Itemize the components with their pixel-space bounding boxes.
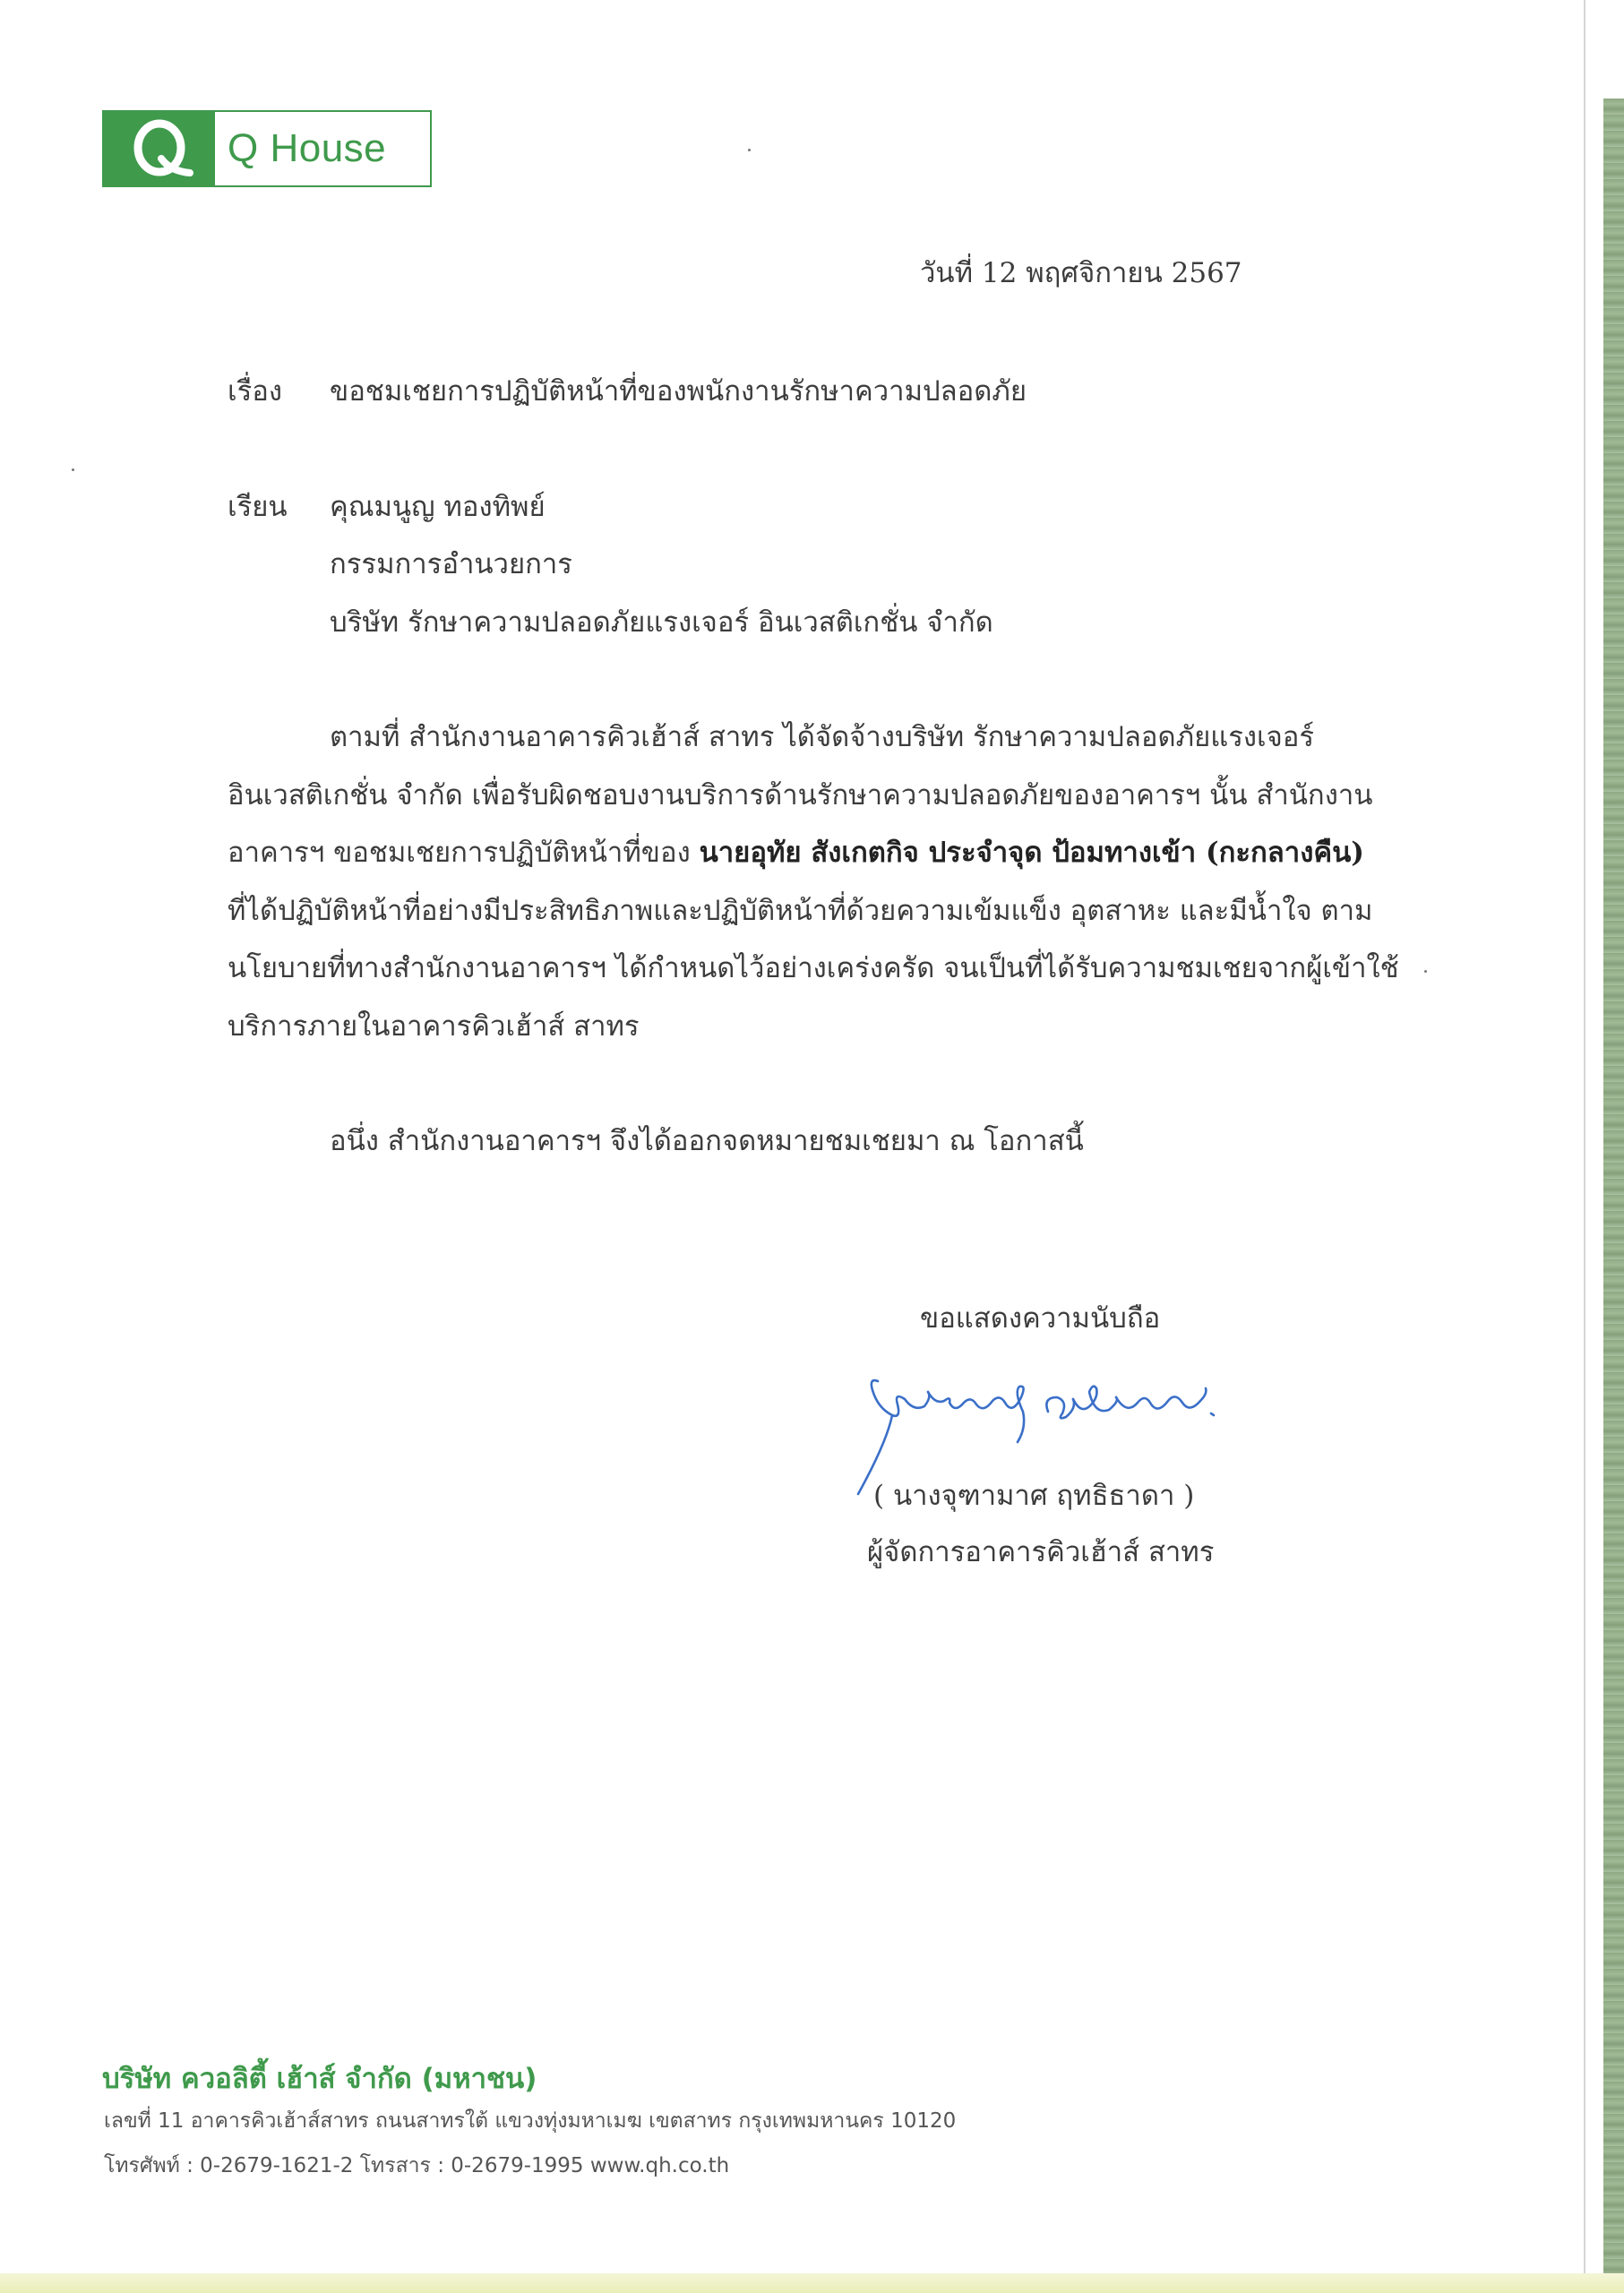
scan-edge-bottom <box>0 2273 1624 2293</box>
recipient-position: กรรมการอำนวยการ <box>330 548 572 580</box>
recipient-name: คุณมนูญ ทองทิพย์ <box>330 491 546 523</box>
signer-name: ( นางจุฑามาศ ฤทธิธาดา ) <box>873 1480 1195 1512</box>
scan-speck <box>1424 970 1427 973</box>
body-line: บริการภายในอาคารคิวเฮ้าส์ สาทร <box>228 1010 640 1043</box>
scan-edge-line <box>1584 0 1585 2273</box>
body-line <box>228 835 1364 871</box>
body-line: อินเวสติเกชั่น จำกัด เพื่อรับผิดชอบงานบริการด้านรักษาความปลอดภัยของอาคารฯ นั้น สำนักงาน <box>228 779 1373 812</box>
footer-company-name: บริษัท ควอลิตี้ เฮ้าส์ จำกัด (มหาชน) <box>102 2063 537 2095</box>
q-letter-icon <box>116 117 202 180</box>
signer-title: ผู้จัดการอาคารคิวเฮ้าส์ สาทร <box>867 1536 1215 1568</box>
qhouse-logo <box>102 110 432 187</box>
body-line-text: อาคารฯ ขอชมเชยการปฏิบัติหน้าที่ของ <box>228 837 700 869</box>
closing-text: ขอแสดงความนับถือ <box>920 1302 1161 1335</box>
body-line: นโยบายที่ทางสำนักงานอาคารฯ ได้กำหนดไว้อย่างเคร่งครัด จนเป็นที่ได้รับความชมเชยจากผู้เข้าใช้ <box>228 952 1399 984</box>
scan-speck <box>748 149 751 151</box>
body-line: ตามที่ สำนักงานอาคารคิวเฮ้าส์ สาทร ได้จัดจ้างบริษัท รักษาความปลอดภัยแรงเจอร์ <box>330 721 1315 753</box>
q-logo-mark <box>104 112 215 185</box>
employee-highlight: นายอุทัย สังเกตกิจ ประจำจุด ป้อมทางเข้า (กะกลางคืน) <box>699 837 1364 869</box>
subject-text: ขอชมเชยการปฏิบัติหน้าที่ของพนักงานรักษาความปลอดภัย <box>330 375 1027 408</box>
footer-address: เลขที่ 11 อาคารคิวเฮ้าส์สาทร ถนนสาทรใต้ แขวงทุ่งมหาเมฆ เขตสาทร กรุงเทพมหานคร 10120 <box>104 2109 957 2133</box>
scan-edge-right <box>1603 99 1624 2293</box>
body-paragraph-2: อนึ่ง สำนักงานอาคารฯ จึงได้ออกจดหมายชมเชยมา ณ โอกาสนี้ <box>330 1125 1084 1157</box>
recipient-company: บริษัท รักษาความปลอดภัยแรงเจอร์ อินเวสติเกชั่น จำกัด <box>330 606 993 639</box>
logo-name: Q House <box>228 126 387 170</box>
footer-contact: โทรศัพท์ : 0-2679-1621-2 โทรสาร : 0-2679-1995 www.qh.co.th <box>104 2154 730 2177</box>
scan-speck <box>72 468 74 471</box>
body-line: ที่ได้ปฏิบัติหน้าที่อย่างมีประสิทธิภาพและปฏิบัติหน้าที่ด้วยความเข้มแข็ง อุตสาหะ และมีน้ำใจ ตาม <box>228 895 1373 927</box>
recipient-label: เรียน <box>228 491 288 523</box>
letter-date: วันที่ 12 พฤศจิกายน 2567 <box>920 257 1242 289</box>
handwritten-signature <box>842 1361 1263 1496</box>
subject-label: เรื่อง <box>228 375 283 408</box>
